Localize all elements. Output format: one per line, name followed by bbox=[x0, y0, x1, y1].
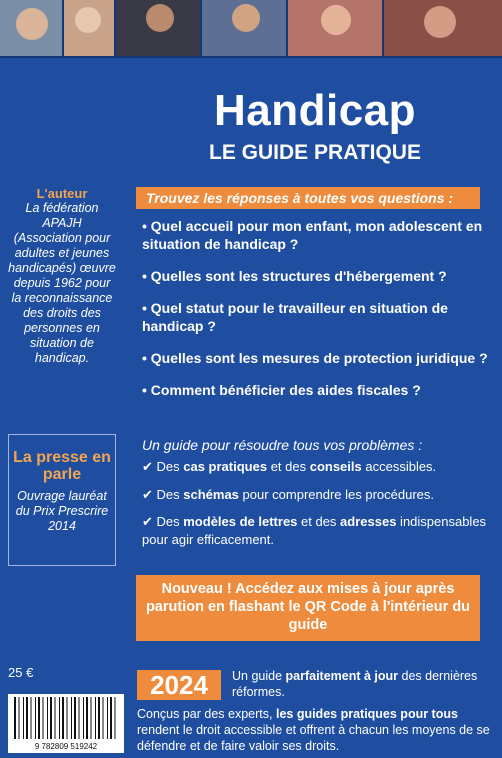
check-icon: ✔ bbox=[142, 487, 153, 502]
question-item: • Quel statut pour le travailleur en situation de handicap ? bbox=[142, 300, 448, 334]
press-heading: La presse en parle bbox=[13, 449, 111, 483]
barcode-bar bbox=[14, 697, 16, 739]
guide-heading: Un guide pour résoudre tous vos problèmes : bbox=[142, 437, 423, 453]
question-item: • Comment bénéficier des aides fiscales ? bbox=[142, 382, 421, 398]
barcode-bar bbox=[26, 697, 28, 739]
barcode-bar bbox=[23, 697, 24, 739]
photo-collage bbox=[0, 0, 502, 58]
barcode-bar bbox=[19, 697, 20, 739]
barcode-bar bbox=[79, 697, 80, 739]
price-label: 25 € bbox=[8, 665, 34, 680]
barcode-bar bbox=[83, 697, 84, 739]
barcode-bar bbox=[91, 697, 92, 739]
description: Conçus par des experts, les guides pratiques pour tous rendent le droit accessible et offrent à chacun les moyens de se défendre et de faire valoir ses droits. bbox=[137, 707, 490, 753]
feature-item: ✔ Des schémas pour comprendre les procédures. bbox=[142, 487, 435, 502]
barcode-bar bbox=[110, 697, 112, 739]
barcode-bar bbox=[47, 697, 48, 739]
barcode-bar bbox=[62, 697, 64, 739]
author-box bbox=[8, 186, 116, 366]
barcode-bar bbox=[115, 697, 116, 739]
cover-photo-strip bbox=[0, 0, 502, 58]
book-subtitle: LE GUIDE PRATIQUE bbox=[209, 141, 421, 164]
barcode-bar bbox=[59, 697, 60, 739]
edition-year-badge: 2024 bbox=[137, 670, 221, 700]
press-box bbox=[8, 434, 116, 566]
check-icon: ✔ bbox=[142, 459, 153, 474]
barcode-bar bbox=[95, 697, 96, 739]
feature-item: ✔ Des cas pratiques et des conseils accessibles. bbox=[142, 459, 437, 474]
barcode-bar bbox=[103, 697, 104, 739]
barcode-bar bbox=[43, 697, 44, 739]
questions-list bbox=[142, 217, 492, 413]
barcode-bar bbox=[98, 697, 100, 739]
book-title: Handicap bbox=[213, 86, 417, 135]
update-banner: Nouveau ! Accédez aux mises à jour après parution en flashant le QR Code à l'intérieur du guide bbox=[136, 575, 480, 641]
barcode-bar bbox=[38, 697, 40, 739]
barcode-bars bbox=[8, 694, 124, 753]
barcode-bar bbox=[35, 697, 36, 739]
barcode bbox=[8, 694, 124, 753]
question-item: • Quelles sont les structures d'hébergement ? bbox=[142, 268, 447, 284]
question-item: • Quel accueil pour mon enfant, mon adolescent en situation de handicap ? bbox=[142, 218, 483, 252]
check-icon: ✔ bbox=[142, 514, 153, 529]
barcode-bar bbox=[107, 697, 108, 739]
questions-banner: Trouvez les réponses à toutes vos questions : bbox=[136, 187, 480, 209]
barcode-bar bbox=[74, 697, 76, 739]
author-heading: L'auteur bbox=[36, 186, 88, 201]
barcode-bar bbox=[50, 697, 52, 739]
press-text: Ouvrage lauréat du Prix Prescrire 2014 bbox=[15, 489, 109, 533]
tagline: Un guide parfaitement à jour des dernières réformes. bbox=[232, 669, 478, 699]
author-text: La fédération APAJH (Association pour adultes et jeunes handicapés) œuvre depuis 1962 pour la reconnaissance des droits des personnes en situation de handicap. bbox=[8, 201, 116, 365]
barcode-digits: 9 782809 519242 bbox=[34, 742, 98, 751]
barcode-bar bbox=[86, 697, 88, 739]
barcode-bar bbox=[71, 697, 72, 739]
question-item: • Quelles sont les mesures de protection juridique ? bbox=[142, 350, 488, 366]
feature-item: ✔ Des modèles de lettres et des adresses indispensables pour agir efficacement. bbox=[142, 514, 487, 547]
barcode-bar bbox=[31, 697, 32, 739]
barcode-bar bbox=[55, 697, 56, 739]
barcode-bar bbox=[67, 697, 68, 739]
